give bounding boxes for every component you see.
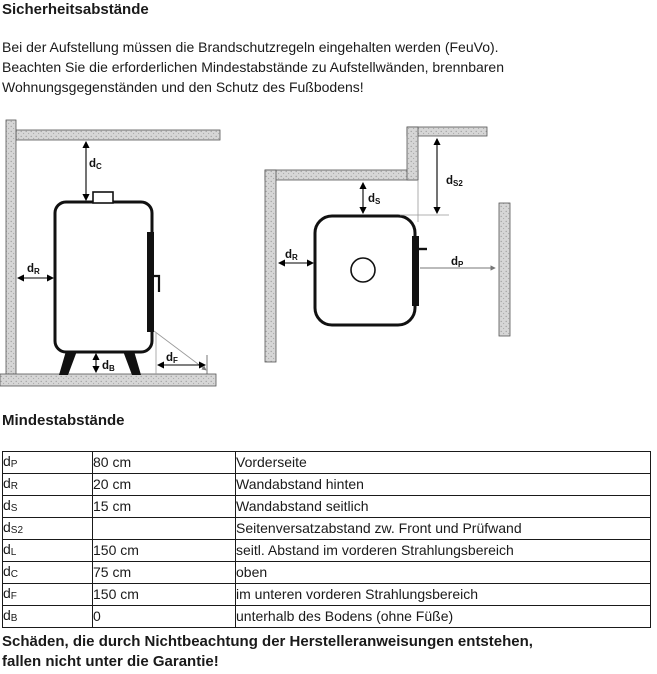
stove-door bbox=[412, 236, 419, 306]
diagram-side-view bbox=[0, 120, 220, 386]
dimension-label-dr: dR bbox=[285, 249, 298, 262]
value-cell: 75 cm bbox=[93, 562, 236, 584]
rear-wall-left bbox=[265, 170, 276, 362]
value-cell: 80 cm bbox=[93, 452, 236, 474]
floor bbox=[0, 374, 216, 386]
symbol-cell: $d_{S2}$ bbox=[3, 518, 93, 540]
value-cell: 150 cm bbox=[93, 540, 236, 562]
dimension-label-dp: dP bbox=[451, 256, 464, 269]
clearance-diagrams bbox=[0, 118, 657, 390]
table-row bbox=[3, 562, 651, 584]
table-row bbox=[3, 606, 651, 628]
dimension-label-ds: dS bbox=[368, 193, 381, 206]
description-cell: unterhalb des Bodens (ohne Füße) bbox=[236, 606, 651, 628]
minimum-distances-table bbox=[2, 451, 651, 628]
offset-test-wall bbox=[407, 127, 487, 136]
dimension-label-ds2: dS2 bbox=[446, 175, 463, 188]
value-cell bbox=[93, 518, 236, 540]
stove-leg bbox=[123, 351, 141, 375]
chimney-stub bbox=[93, 192, 113, 203]
intro-paragraph bbox=[2, 37, 504, 97]
dimension-label-db: dB bbox=[102, 360, 115, 373]
description-cell: Wandabstand hinten bbox=[236, 474, 651, 496]
symbol-cell: $d_R$ bbox=[3, 474, 93, 496]
dimension-label-dr: dR bbox=[27, 263, 40, 276]
description-cell: Seitenversatzabstand zw. Front und Prüfwand bbox=[236, 518, 651, 540]
side-wall-top bbox=[265, 170, 418, 180]
symbol-cell: $d_L$ bbox=[3, 540, 93, 562]
description-cell: Vorderseite bbox=[236, 452, 651, 474]
symbol-cell: $d_P$ bbox=[3, 452, 93, 474]
intro-line: Beachten Sie die erforderlichen Mindestabstände zu Aufstellwänden, brennbaren bbox=[2, 59, 504, 75]
description-cell: Wandabstand seitlich bbox=[236, 496, 651, 518]
stove-side-view bbox=[55, 202, 152, 352]
symbol-cell: $d_F$ bbox=[3, 584, 93, 606]
table-row bbox=[3, 452, 651, 474]
description-cell: im unteren vorderen Strahlungsbereich bbox=[236, 584, 651, 606]
front-wall bbox=[499, 203, 510, 336]
symbol-cell: $d_S$ bbox=[3, 496, 93, 518]
offset-wall-connector bbox=[407, 127, 418, 180]
stove-door bbox=[147, 232, 154, 332]
description-cell: seitl. Abstand im vorderen Strahlungsbereich bbox=[236, 540, 651, 562]
radiation-diagonal-line bbox=[154, 331, 206, 370]
table-row bbox=[3, 518, 651, 540]
value-cell: 15 cm bbox=[93, 496, 236, 518]
value-cell: 20 cm bbox=[93, 474, 236, 496]
table-row bbox=[3, 540, 651, 562]
warranty-warning bbox=[2, 632, 533, 672]
page-title: Sicherheitsabstände bbox=[2, 1, 149, 18]
dimension-label-dc: dC bbox=[89, 158, 102, 171]
warning-line: fallen nicht unter die Garantie! bbox=[2, 653, 219, 670]
table-row bbox=[3, 474, 651, 496]
intro-line: Wohnungsgegenständen und den Schutz des Fußbodens! bbox=[2, 79, 364, 95]
symbol-cell: $d_B$ bbox=[3, 606, 93, 628]
diagram-top-view bbox=[265, 127, 510, 362]
stove-leg bbox=[59, 351, 77, 375]
ceiling bbox=[16, 130, 220, 140]
symbol-cell: $d_C$ bbox=[3, 562, 93, 584]
flue-outlet bbox=[351, 258, 375, 282]
intro-line: Bei der Aufstellung müssen die Brandschutzregeln eingehalten werden (FeuVo). bbox=[2, 39, 499, 55]
warning-line: Schäden, die durch Nichtbeachtung der Herstelleranweisungen entstehen, bbox=[2, 633, 533, 650]
table-row bbox=[3, 496, 651, 518]
dimension-label-df: dF bbox=[166, 352, 178, 365]
table-row bbox=[3, 584, 651, 606]
rear-wall bbox=[6, 120, 16, 375]
value-cell: 0 bbox=[93, 606, 236, 628]
section-title-mindestabstaende: Mindestabstände bbox=[2, 412, 125, 429]
description-cell: oben bbox=[236, 562, 651, 584]
value-cell: 150 cm bbox=[93, 584, 236, 606]
